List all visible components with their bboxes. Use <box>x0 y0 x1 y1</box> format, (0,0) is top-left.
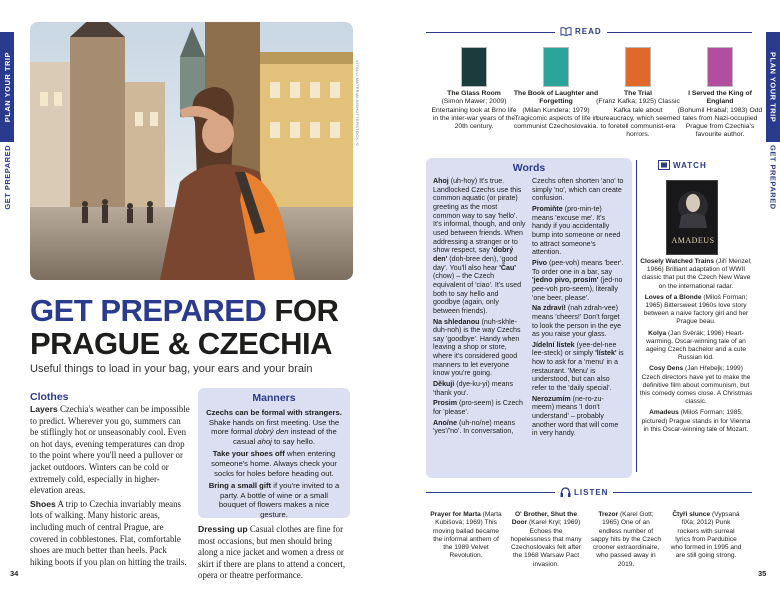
film-title: Kolya <box>648 329 667 337</box>
side-tab-plan-your-trip-left <box>0 32 14 142</box>
word-definition: (pro-seem) is Czech for 'please'. <box>433 399 523 417</box>
word-term: Jídelní lístek <box>532 340 575 349</box>
manners-box <box>198 388 350 518</box>
book-item <box>594 47 682 140</box>
layers-text: Czechia's weather can be impossible to predict. Wherever you go, summers can be stiflingly hot or unseasonably cool. Even on hot days, evening temperatures can drop to the point where you'll need a pullover or jacket outdoors. Winters can be cold or extremely cold, especially in higher-elevation areas. <box>30 404 190 496</box>
song-item <box>510 511 582 569</box>
book-cover <box>543 47 569 87</box>
book-title: I Served the King of England <box>688 90 752 106</box>
dressing-up-label: Dressing up <box>198 524 248 534</box>
word-term: Na zdraví! <box>532 304 566 313</box>
film-list <box>639 258 753 437</box>
word-entry <box>532 177 625 203</box>
word-term: Pivo <box>532 258 547 267</box>
book-description: (Franz Kafka; 1925) Classic Kafka tale about bureaucracy, which seemed to foretell communist-era horrors. <box>595 98 681 139</box>
film-description: (Jiří Menzel; 1966) Brilliant adaptation of WWII classic that put the Czech New Wave on the international radar. <box>641 258 752 290</box>
film-description: (Jan Svěrák; 1996) Heart-warming, Oscar-winning tale of an ageing Czech bachelor and a cute Russian kid. <box>645 329 747 362</box>
dressing-up-body <box>198 524 353 582</box>
word-term: Ano/ne <box>433 418 458 427</box>
page-subtitle: Useful things to load in your bag, your ears and your brain <box>30 363 313 375</box>
word-definition: (pee-voh) means 'beer'. To order one in a bar, say <box>532 258 624 276</box>
word-term: 'jedno pivo, prosím' <box>532 276 599 285</box>
side-tab-get-prepared-left <box>0 142 14 212</box>
word-term: 'dobrý den' <box>433 246 514 263</box>
words-column-1 <box>433 177 526 440</box>
word-definition: (pro-min-te) means 'excuse me'. It's handy if you accidentally bump into someone or need to attract someone's attention. <box>532 204 621 257</box>
word-definition: (nah zdrah-vee) means 'cheers!' Don't forget to look the person in the eye as you raise your glass. <box>532 304 622 339</box>
film-item <box>639 294 753 327</box>
song-item <box>430 511 502 561</box>
film-title: Amadeus <box>649 409 679 417</box>
song-description: (Karel Gott; 1965) One of an endless number of sappy hits by the Czech crooner extraordinaire, who passed away in 2019. <box>590 511 661 568</box>
title-highlight: GET PREPARED <box>30 293 267 328</box>
word-term: Prosim <box>433 399 458 408</box>
clothes-heading: Clothes <box>30 391 69 403</box>
book-title: The Trial <box>624 90 652 97</box>
film-item <box>639 330 753 363</box>
book-cover <box>707 47 733 87</box>
manners-heading: Manners <box>252 392 296 404</box>
word-definition: (jed-no pee-voh pro-seem), literally 'one beer, please'. <box>532 276 623 302</box>
poster-title: AMADEUS <box>671 236 715 245</box>
word-term: 'Čau' <box>499 263 516 272</box>
book-item <box>676 47 764 140</box>
hero-photo <box>30 22 353 280</box>
shoes-label: Shoes <box>30 498 56 509</box>
song-description: (Vypsaná fiXa; 2012) Punk rockers with surreal lyrics from Pardubice who formed in 1995 and are still going strong. <box>670 511 742 560</box>
word-definition: (chow) – the Czech equivalent of 'ciao'. It's used both to say hello and goodbye (again, only between friends). <box>433 272 522 315</box>
song-title: Trezor <box>598 511 619 518</box>
page-number-right: 35 <box>758 569 767 578</box>
side-tab-get-prepared-right <box>766 142 780 212</box>
side-tab-label: PLAN YOUR TRIP <box>768 51 778 123</box>
word-entry <box>532 304 625 339</box>
side-tab-label: GET PREPARED <box>768 144 778 210</box>
word-entry <box>532 259 625 302</box>
word-definition: (dye-ku-yi) means 'thank you'. <box>433 380 514 397</box>
book-description: (Milan Kundera; 1979) Tragicomic aspects of life in communist Czechoslovakia. <box>513 106 599 131</box>
manners-item: Bring a small gift if you're invited to a party. A bottle of wine or a small bouquet of flowers makes a nice gesture. <box>208 481 340 519</box>
watch-label: WATCH <box>655 160 710 170</box>
word-definition: (nuh-skhle-duh-noh) is the way Czechs say 'goodbye'. Handy when leaving a shop or store, where it's considered good manners to let everyone know you're going. <box>433 317 521 378</box>
film-icon <box>658 160 670 170</box>
title-rest: FOR <box>266 293 339 328</box>
book-title: The Glass Room <box>447 90 501 97</box>
word-term: Na shledanou <box>433 317 480 326</box>
word-definition: (ne-ro-zu-meem) means 'I don't understand' – probably another word that will come in very handy. <box>532 394 619 438</box>
headphones-icon <box>560 487 571 497</box>
word-definition: is how to ask for a 'menu' in a restaurant. 'Menu' is understood, but can also refer to the 'daily special'. <box>532 349 624 393</box>
book-item <box>512 47 600 131</box>
song-description: (Marta Kubišová; 1969) This moving ballad became the informal anthem of the 1989 Velvet Revolution. <box>433 511 502 560</box>
book-description: (Simon Mawer; 2009) Entertaining look at Brno life in the inter-war years of the 20th century. <box>431 98 517 131</box>
word-definition: (doh-bree den), 'good day'. You'll also hear <box>433 254 518 272</box>
word-definition: Czechs often shorten 'ano' to simply 'no', which can create confusion. <box>532 177 624 203</box>
song-item <box>590 511 662 569</box>
dressing-up-text: Casual clothes are fine for most occasions, but men should bring along a nice jacket and women a dress or skirt if there are plans to attend a concert, opera or theatre performance. <box>198 524 346 581</box>
page-title-line2: PRAGUE & CZECHIA <box>30 326 333 361</box>
song-description: (Karel Kryl; 1969) Echoes the hopelessness that many Czechoslovaks felt after the 1968 Warsaw Pact invasion. <box>510 519 582 568</box>
word-entry <box>433 318 526 379</box>
song-item <box>670 511 742 561</box>
watch-rule <box>636 160 637 472</box>
shoes-text: A trip to Czechia invariably means lots of walking. Many historic areas, including much of central Prague, are covered in cobblestones. Flat, comfortable shoes are much better than heels. Pack hiking boots if you plan on hitting the trails. <box>30 498 187 567</box>
words-box <box>426 158 632 478</box>
clothes-body <box>30 404 190 568</box>
book-cover <box>461 47 487 87</box>
film-item <box>639 365 753 406</box>
amadeus-poster <box>666 180 718 255</box>
book-cover <box>625 47 651 87</box>
word-entry <box>433 380 526 397</box>
word-entry <box>433 177 526 316</box>
film-item <box>639 258 753 291</box>
word-definition: (uh-hoy) It's true. Landlocked Czechs use this common aquatic (or pirate) greeting as the most common way to say 'hello'. It's informal, though, and only used between friends. When addressing a stranger or to show respect, say <box>433 177 526 255</box>
words-column-2 <box>532 177 625 440</box>
word-entry <box>532 341 625 393</box>
film-item <box>639 409 753 434</box>
prague-street-illustration <box>30 22 353 280</box>
word-entry <box>532 205 625 257</box>
word-definition: (uh-no/ne) means 'yes'/'no'. In conversation, <box>433 418 516 436</box>
listen-label: LISTEN <box>555 487 613 497</box>
side-tab-label: GET PREPARED <box>2 144 12 210</box>
word-term: Nerozumím <box>532 394 571 403</box>
book-item <box>430 47 518 131</box>
song-title: Čtyři slunce <box>672 511 711 518</box>
manners-item: Czechs can be formal with strangers. Shake hands on first meeting. Use the more formal dobrý den instead of the casual ahoj to say hello. <box>206 408 342 446</box>
film-description: (Jan Hřebejk; 1999) Czech directors have yet to make the definitive film about communism, but this comedy comes close. A Christmas classic. <box>639 365 753 406</box>
words-heading: Words <box>512 162 546 174</box>
word-entry <box>532 395 625 438</box>
film-description: (Miloš Forman; 1985; pictured) Prague stands in for Vienna in this Oscar-winning tale of Mozart. <box>641 409 751 433</box>
word-term: Ahoj <box>433 177 449 185</box>
film-title: Closely Watched Trains <box>640 258 715 265</box>
side-tab-label: PLAN YOUR TRIP <box>2 51 12 123</box>
photo-credit: VITALLI MATERIALS/SHUTTERSTOCK © <box>355 60 360 148</box>
page-number-left: 34 <box>10 569 19 578</box>
layers-label: Layers <box>30 404 58 414</box>
song-title: O' Brother, Shut the Door <box>511 511 577 527</box>
read-label: READ <box>555 27 607 36</box>
word-term: Děkuji <box>433 380 455 389</box>
film-description: (Miloš Forman; 1965) Bittersweet 1960s love story between a naive factory girl and her Prague beau. <box>643 293 749 326</box>
film-title: Cosy Dens <box>649 365 684 373</box>
word-term: 'lístek' <box>595 349 617 358</box>
book-icon <box>560 27 572 36</box>
side-tab-plan-your-trip-right <box>766 32 780 142</box>
film-title: Loves of a Blonde <box>644 293 702 301</box>
word-definition: (yee-del-nee lee-steck) or simply <box>532 340 617 358</box>
song-title: Prayer for Marta <box>430 511 481 518</box>
word-entry <box>433 419 526 436</box>
manners-item: Take your shoes off when entering someone's home. Always check your socks for holes before heading out. <box>211 449 337 478</box>
word-term: Promiňte <box>532 204 563 213</box>
book-description: (Bohumil Hrabal; 1983) Odd tales from Nazi-occupied Prague from Czechia's favourite author. <box>677 106 763 139</box>
page-title-line1 <box>30 294 338 328</box>
word-entry <box>433 399 526 416</box>
book-title: The Book of Laughter and Forgetting <box>513 90 599 106</box>
